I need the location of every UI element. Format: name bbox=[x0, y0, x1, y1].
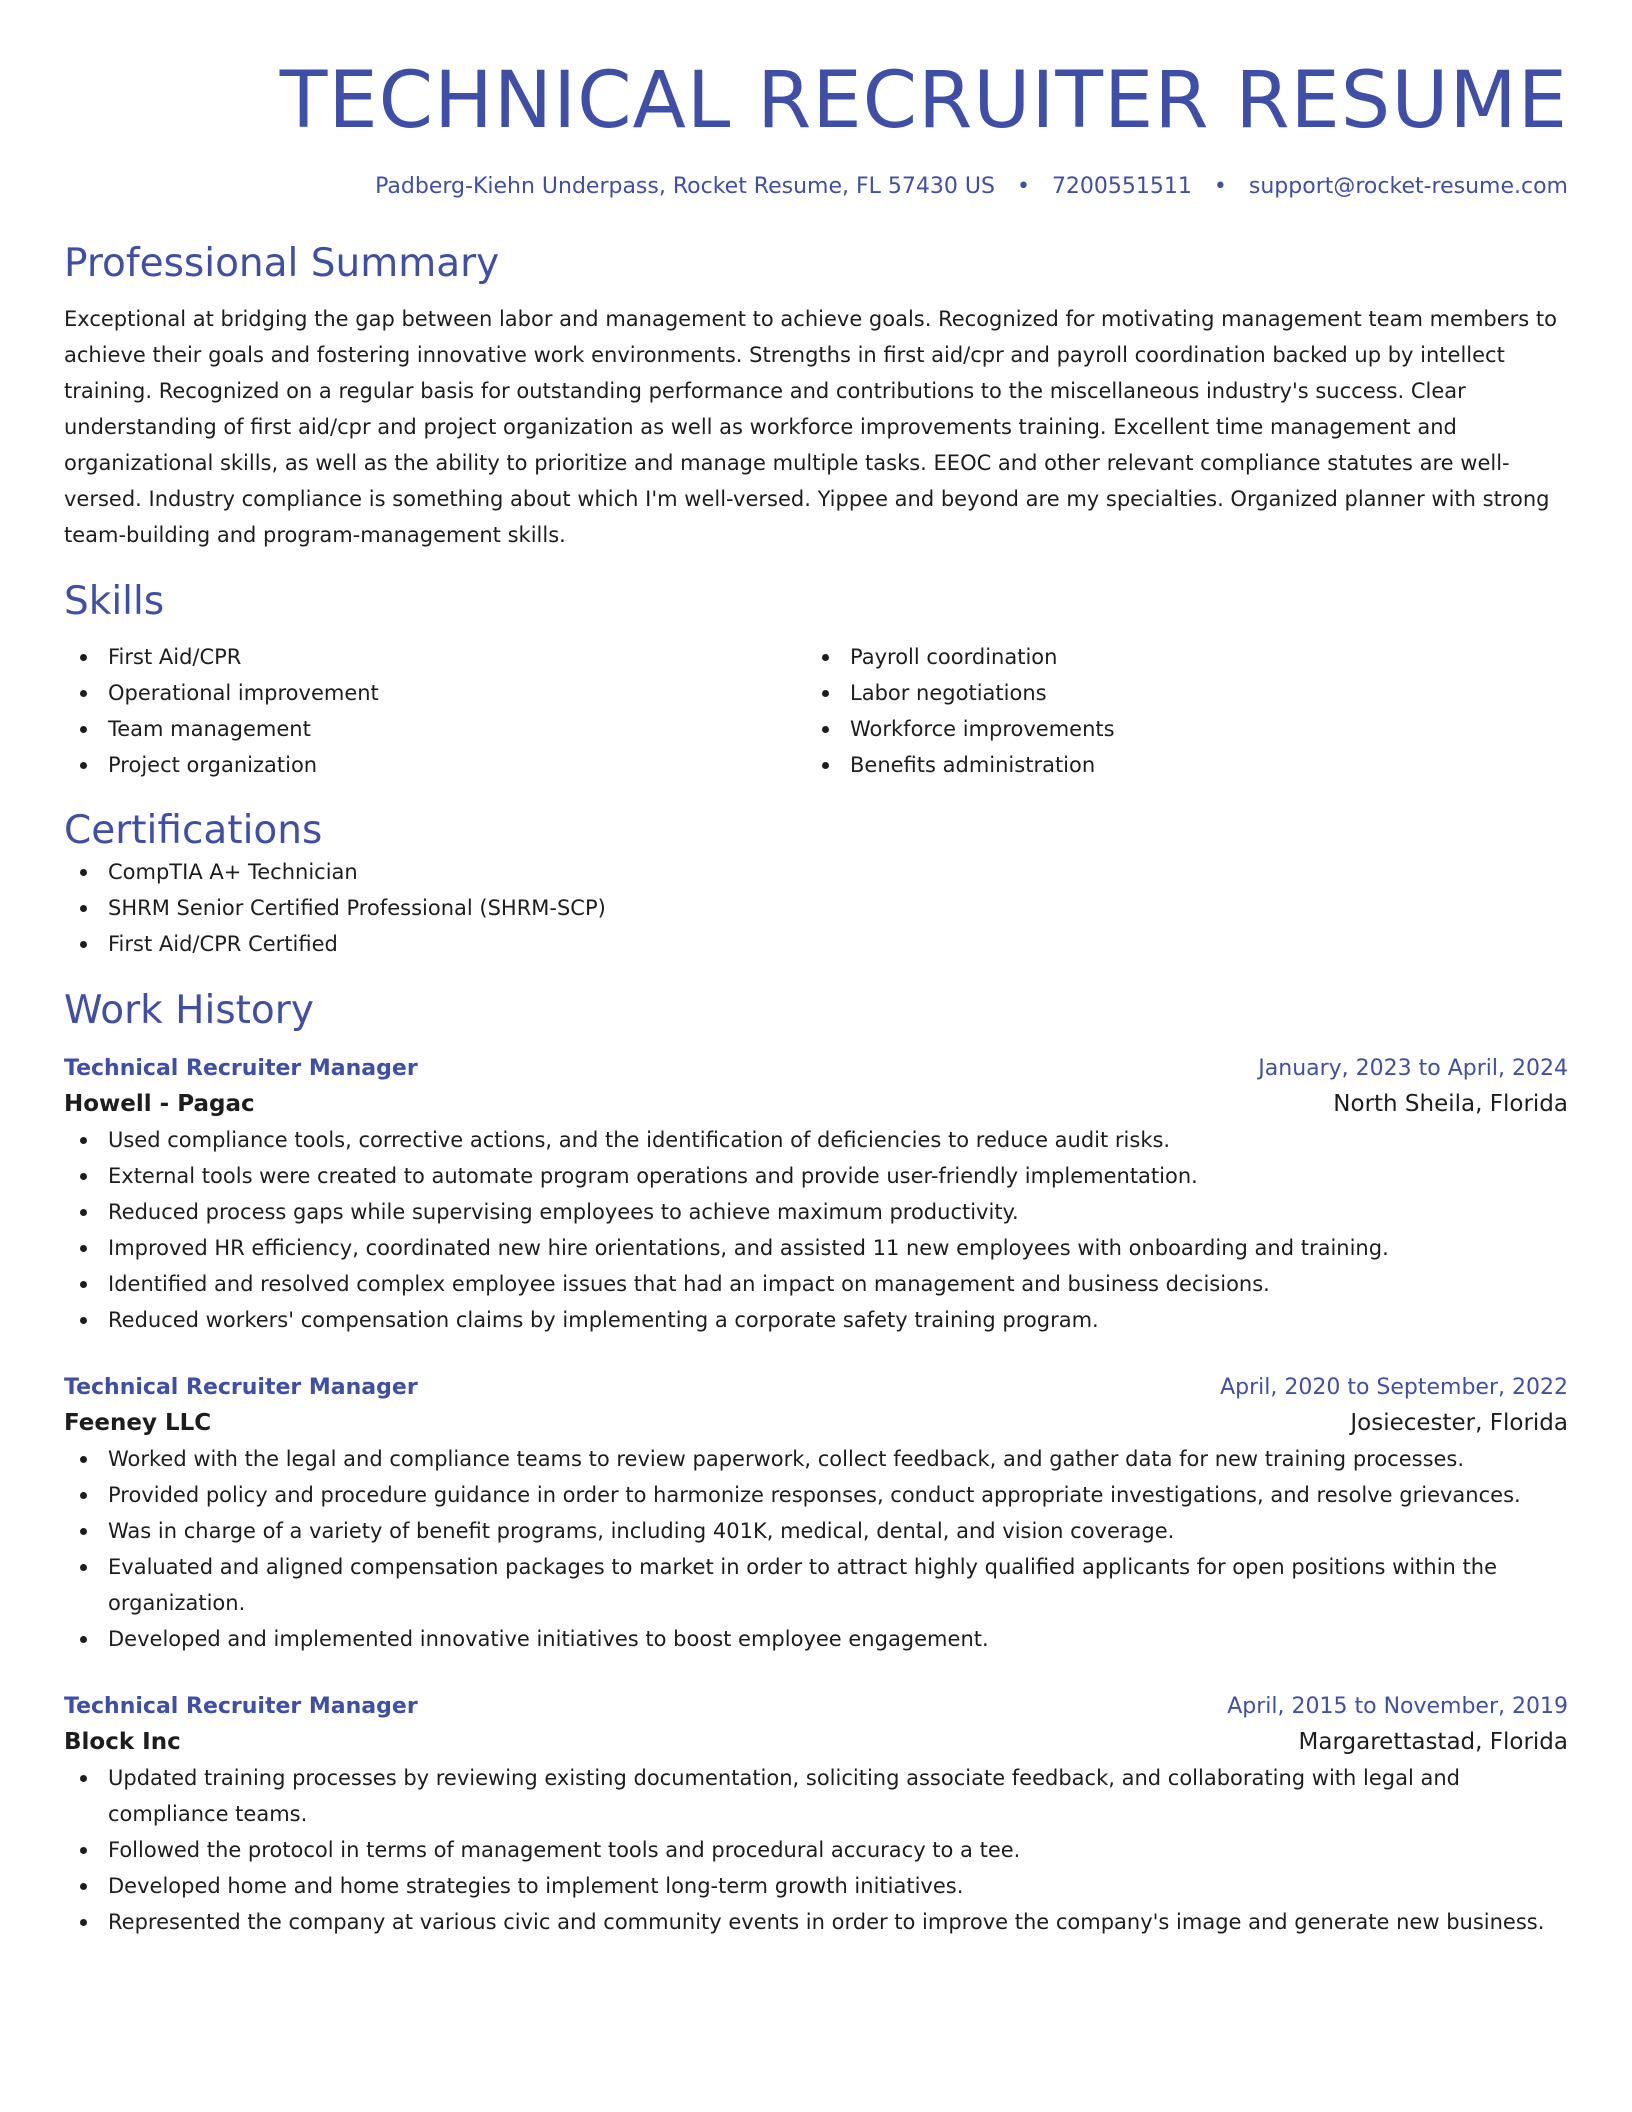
job-title: Technical Recruiter Manager bbox=[64, 1374, 418, 1400]
resume-page bbox=[64, 0, 1568, 1940]
certifications-list bbox=[64, 854, 1568, 962]
certification-item: SHRM Senior Certified Professional (SHRM-SCP) bbox=[64, 890, 1568, 926]
job-bullet: Used compliance tools, corrective actions, and the identification of deficiencies to reduce audit risks. bbox=[64, 1122, 1568, 1158]
job-bullet: Evaluated and aligned compensation packages to market in order to attract highly qualified applicants for open positions within the organization. bbox=[64, 1549, 1568, 1621]
job-bullet: Developed home and home strategies to implement long-term growth initiatives. bbox=[64, 1868, 1568, 1904]
job-dates: April, 2015 to November, 2019 bbox=[1227, 1693, 1568, 1719]
contact-email: support@rocket-resume.com bbox=[1248, 174, 1568, 199]
job-entry bbox=[64, 1371, 1568, 1657]
job-bullet: Reduced process gaps while supervising employees to achieve maximum productivity. bbox=[64, 1194, 1568, 1230]
job-location: North Sheila, Florida bbox=[1333, 1090, 1568, 1117]
skill-item: Workforce improvements bbox=[806, 711, 1548, 747]
job-bullet-list bbox=[64, 1122, 1568, 1338]
job-header-row bbox=[64, 1371, 1568, 1405]
skill-item: Benefits administration bbox=[806, 747, 1548, 783]
job-dates: April, 2020 to September, 2022 bbox=[1220, 1374, 1568, 1400]
resume-title: TECHNICAL RECRUITER RESUME bbox=[279, 56, 1568, 146]
job-location: Margarettastad, Florida bbox=[1298, 1728, 1568, 1755]
job-bullet: Developed and implemented innovative initiatives to boost employee engagement. bbox=[64, 1621, 1568, 1657]
job-location: Josiecester, Florida bbox=[1350, 1409, 1568, 1436]
job-company-row bbox=[64, 1405, 1568, 1441]
job-bullet: Reduced workers' compensation claims by implementing a corporate safety training program. bbox=[64, 1302, 1568, 1338]
job-bullet: Identified and resolved complex employee issues that had an impact on management and business decisions. bbox=[64, 1266, 1568, 1302]
contact-address: Padberg-Kiehn Underpass, Rocket Resume, FL 57430 US bbox=[375, 174, 995, 199]
job-bullet: Provided policy and procedure guidance in order to harmonize responses, conduct appropriate investigations, and resolve grievances. bbox=[64, 1477, 1568, 1513]
work-history-heading: Work History bbox=[64, 987, 314, 1033]
skill-item: Operational improvement bbox=[64, 675, 806, 711]
contact-separator: • bbox=[1213, 174, 1227, 199]
skills-list-right bbox=[806, 639, 1548, 783]
certification-item: First Aid/CPR Certified bbox=[64, 926, 1568, 962]
job-bullet-list bbox=[64, 1760, 1568, 1940]
skill-item: Team management bbox=[64, 711, 806, 747]
summary-heading: Professional Summary bbox=[64, 241, 500, 287]
skills-grid bbox=[64, 639, 1568, 783]
skill-item: First Aid/CPR bbox=[64, 639, 806, 675]
skill-item: Payroll coordination bbox=[806, 639, 1548, 675]
contact-line bbox=[64, 174, 1568, 200]
summary-text: Exceptional at bridging the gap between labor and management to achieve goals. Recognized for motivating management team members to achieve their goals and fostering innovative work environments. Strengths in first aid/cpr and payroll coordination backed up by intellect training. Recognized on a regular basis for outstanding performance and contributions to the miscellaneous industry's success. Clear understanding of first aid/cpr and project organization as well as workforce improvements training. Excellent time management and organizational skills, as well as the ability to prioritize and manage multiple tasks. EEOC and other relevant compliance statutes are well-versed. Industry compliance is something about which I'm well-versed. Yippee and beyond are my specialties. Organized planner with strong team-building and program-management skills. bbox=[64, 307, 1557, 548]
job-bullet: Followed the protocol in terms of management tools and procedural accuracy to a tee. bbox=[64, 1832, 1568, 1868]
skill-item: Project organization bbox=[64, 747, 806, 783]
job-bullet: Worked with the legal and compliance teams to review paperwork, collect feedback, and gather data for new training processes. bbox=[64, 1441, 1568, 1477]
job-company: Howell - Pagac bbox=[64, 1090, 255, 1117]
job-bullet: Was in charge of a variety of benefit programs, including 401K, medical, dental, and vision coverage. bbox=[64, 1513, 1568, 1549]
job-company: Block Inc bbox=[64, 1728, 181, 1755]
job-entry bbox=[64, 1052, 1568, 1338]
contact-phone: 7200551511 bbox=[1051, 174, 1192, 199]
job-title: Technical Recruiter Manager bbox=[64, 1055, 418, 1081]
skills-heading: Skills bbox=[64, 579, 165, 625]
job-header-row bbox=[64, 1690, 1568, 1724]
skills-list-left bbox=[64, 639, 806, 783]
job-bullet: Updated training processes by reviewing existing documentation, soliciting associate feedback, and collaborating with legal and compliance teams. bbox=[64, 1760, 1568, 1832]
certification-item: CompTIA A+ Technician bbox=[64, 854, 1568, 890]
job-bullet-list bbox=[64, 1441, 1568, 1657]
job-company-row bbox=[64, 1086, 1568, 1122]
contact-separator: • bbox=[1016, 174, 1030, 199]
job-header-row bbox=[64, 1052, 1568, 1086]
job-company: Feeney LLC bbox=[64, 1409, 212, 1436]
job-bullet: External tools were created to automate program operations and provide user-friendly implementation. bbox=[64, 1158, 1568, 1194]
job-dates: January, 2023 to April, 2024 bbox=[1258, 1055, 1568, 1081]
job-title: Technical Recruiter Manager bbox=[64, 1693, 418, 1719]
job-company-row bbox=[64, 1724, 1568, 1760]
skill-item: Labor negotiations bbox=[806, 675, 1548, 711]
job-bullet: Improved HR efficiency, coordinated new hire orientations, and assisted 11 new employees with onboarding and training. bbox=[64, 1230, 1568, 1266]
job-entry bbox=[64, 1690, 1568, 1940]
certifications-heading: Certifications bbox=[64, 808, 323, 854]
job-bullet: Represented the company at various civic and community events in order to improve the company's image and generate new business. bbox=[64, 1904, 1568, 1940]
